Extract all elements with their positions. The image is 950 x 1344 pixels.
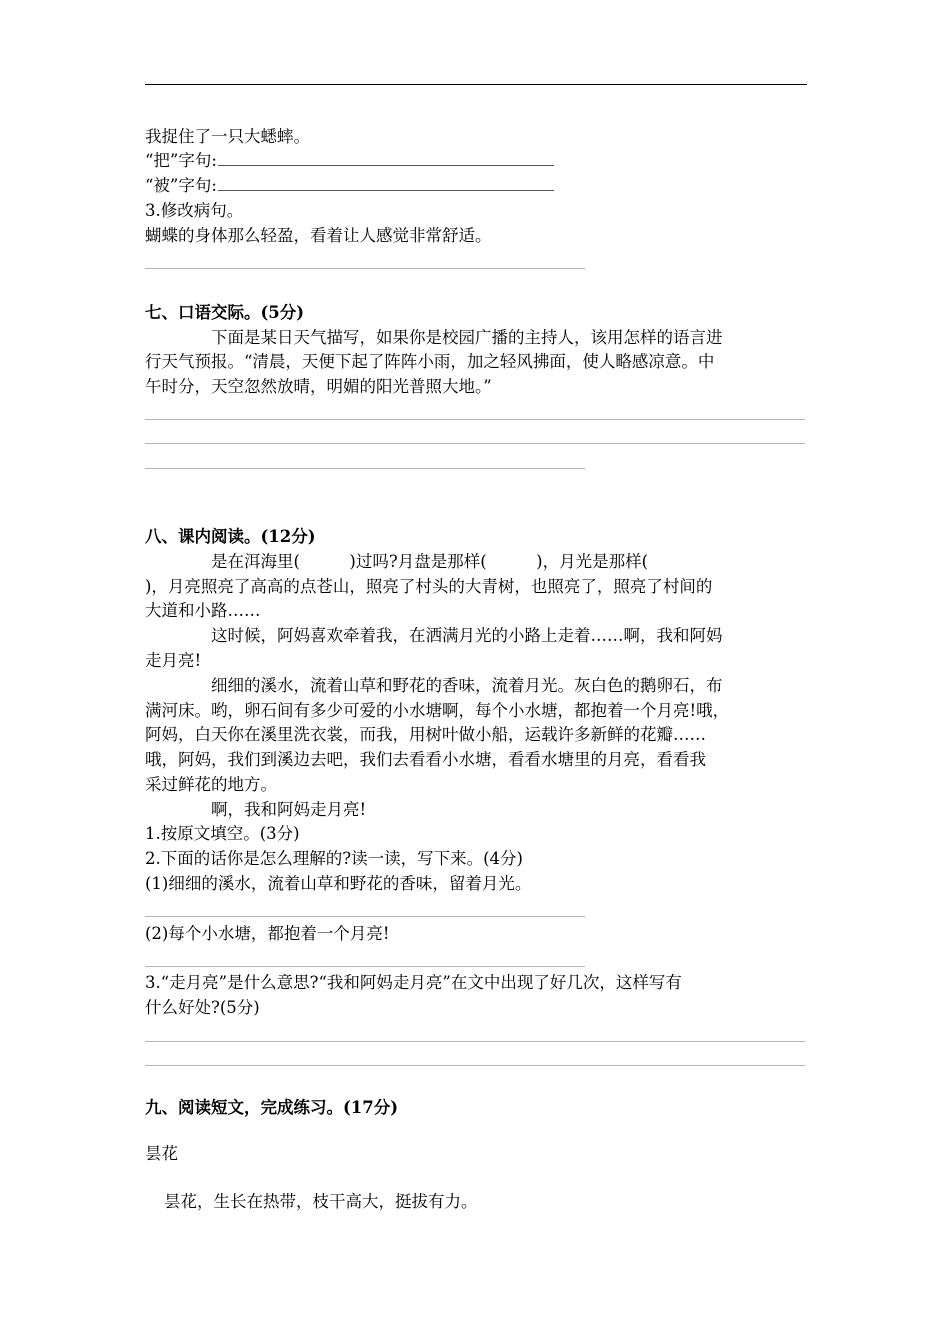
answer-line[interactable] xyxy=(145,1041,805,1042)
faulty-sentence: 蝴蝶的身体那么轻盈，看着让人感觉非常舒适。 xyxy=(145,226,492,245)
passage-line: )，月亮照亮了高高的点苍山，照亮了村头的大青树，也照亮了，照亮了村间的 xyxy=(145,577,713,596)
answer-line[interactable] xyxy=(145,966,585,967)
passage-line: 哦，阿妈，我们到溪边去吧，我们去看看小水塘，看看水塘里的月亮，看看我 xyxy=(145,750,706,769)
passage-line: 阿妈，白天你在溪里洗衣裳，而我，用树叶做小船，运载许多新鲜的花瓣…… xyxy=(145,725,706,744)
passage-line: 满河床。哟，卵石间有多少可爱的小水塘啊，每个小水塘，都抱着一个月亮!哦， xyxy=(145,701,730,720)
article-title: 昙花 xyxy=(145,1144,178,1163)
section-7-paragraph-line: 下面是某日天气描写，如果你是校园广播的主持人，该用怎样的语言进 xyxy=(211,328,723,347)
article-paragraph: 昙花，生长在热带，枝干高大，挺拔有力。 xyxy=(164,1192,478,1211)
question-8-2-1: (1)细细的溪水，流着山草和野花的香味，留着月光。 xyxy=(145,874,532,893)
question-6-3: 3.修改病句。 xyxy=(145,201,244,220)
header-rule xyxy=(145,84,807,85)
passage-line: 走月亮! xyxy=(145,651,202,670)
question-8-2: 2.下面的话你是怎么理解的?读一读，写下来。(4分) xyxy=(145,849,523,868)
section-7-paragraph-line: 午时分，天空忽然放晴，明媚的阳光普照大地。” xyxy=(145,377,492,396)
question-8-2-2: (2)每个小水塘，都抱着一个月亮! xyxy=(145,924,390,943)
passage-line: 这时候，阿妈喜欢牵着我，在洒满月光的小路上走着……啊，我和阿妈 xyxy=(211,626,723,645)
answer-line[interactable] xyxy=(145,268,585,269)
section-9-title: 九、阅读短文，完成练习。(17分) xyxy=(145,1098,399,1117)
answer-line[interactable] xyxy=(145,468,585,469)
original-sentence: 我捉住了一只大蟋蟀。 xyxy=(145,127,310,146)
question-8-3-line: 3.“走月亮”是什么意思?“我和阿妈走月亮”在文中出现了好几次，这样写有 xyxy=(145,973,682,992)
question-8-1: 1.按原文填空。(3分) xyxy=(145,824,300,843)
passage-line: 是在洱海里( )过吗?月盘是那样( )，月光是那样( xyxy=(211,552,649,571)
bei-sentence-row xyxy=(145,174,554,198)
ba-sentence-label: “把”字句: xyxy=(145,151,217,170)
section-7-paragraph-line: 行天气预报。“清晨，天便下起了阵阵小雨，加之轻风拂面，使人略感凉意。中 xyxy=(145,352,715,371)
answer-line[interactable] xyxy=(145,1065,805,1066)
section-7-title: 七、口语交际。(5分) xyxy=(145,303,305,322)
passage-line: 大道和小路…… xyxy=(145,601,261,620)
ba-sentence-row xyxy=(145,149,554,173)
answer-line[interactable] xyxy=(145,419,805,420)
document-page xyxy=(145,0,807,1344)
answer-line[interactable] xyxy=(145,916,585,917)
bei-sentence-label: “被”字句: xyxy=(145,176,217,195)
answer-line[interactable] xyxy=(145,443,805,444)
ba-sentence-blank[interactable] xyxy=(218,150,554,166)
passage-line: 采过鲜花的地方。 xyxy=(145,775,277,794)
bei-sentence-blank[interactable] xyxy=(218,175,554,191)
passage-line: 啊，我和阿妈走月亮! xyxy=(211,800,367,819)
question-8-3-line: 什么好处?(5分) xyxy=(145,998,260,1017)
section-8-title: 八、课内阅读。(12分) xyxy=(145,527,316,546)
passage-line: 细细的溪水，流着山草和野花的香味，流着月光。灰白色的鹅卵石，布 xyxy=(211,676,723,695)
